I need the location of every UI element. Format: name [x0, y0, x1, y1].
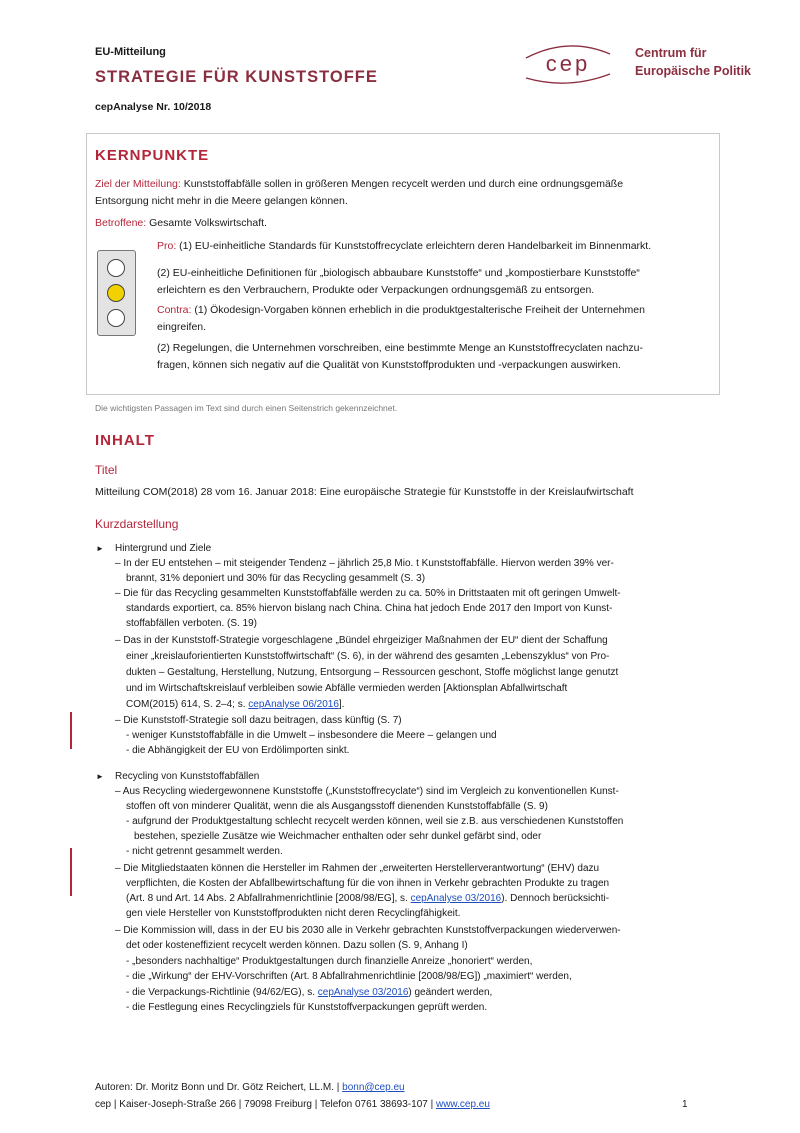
footnote: Die wichtigsten Passagen im Text sind durch einen Seitenstrich gekennzeichnet.	[95, 403, 398, 413]
text-line: gen viele Hersteller von Kunststoffprodukten nicht deren Recyclingfähigkeit.	[126, 908, 461, 919]
contra-1-line2: eingreifen.	[157, 321, 207, 333]
cepanalyse-03-2016-link[interactable]: cepAnalyse 03/2016	[317, 987, 409, 998]
text-segment: ). Dennoch berücksichti-	[501, 893, 610, 904]
text-line: brannt, 31% deponiert und 30% für das Recycling gesammelt (S. 3)	[126, 573, 426, 584]
text-line: – Aus Recycling wiedergewonnene Kunststoffe („Kunststoffrecyclate“) sind im Vergleich zu konventionellen Kunst-	[115, 786, 619, 797]
titel-text: Mitteilung COM(2018) 28 vom 16. Januar 2018: Eine europäische Strategie für Kunststoffe in der Kreislaufwirtschaft	[95, 486, 634, 498]
bullet-1-heading: Hintergrund und Ziele	[115, 543, 212, 554]
bullet-icon: ►	[96, 544, 104, 553]
text-segment: ) geändert werden,	[408, 987, 493, 998]
text-line: – Die Mitgliedstaaten können die Hersteller im Rahmen der „erweiterten Herstellerverantwortung“ (EHV) dazu	[115, 863, 600, 874]
text-line: - die „Wirkung“ der EHV-Vorschriften (Art. 8 Abfallrahmenrichtlinie [2008/98/EG]) „maximiert“ werden,	[126, 971, 572, 982]
text-line: - die Festlegung eines Recyclingziels für Kunststoffverpackungen geprüft werden.	[126, 1002, 488, 1013]
pro-1	[157, 238, 651, 255]
contra-2-line2: fragen, können sich negativ auf die Qualität von Kunststoffprodukten und -verpackungen auswirken.	[157, 359, 621, 371]
text-line: stoffabfällen verboten. (S. 19)	[126, 618, 258, 629]
text-line: - weniger Kunststoffabfälle in die Umwelt – insbesondere die Meere – gelangen und	[126, 730, 497, 741]
kurzdarstellung-heading: Kurzdarstellung	[95, 517, 179, 531]
betroffene-label: Betroffene:	[95, 217, 147, 229]
text-line: - die Abhängigkeit der EU von Erdölimporten sinkt.	[126, 745, 350, 756]
text-line: stoffen oft von minderer Qualität, wenn die als Ausgangsstoff dienenden Kunststoffabfälle (S. 9)	[126, 801, 548, 812]
ziel-text-line2: Entsorgung nicht mehr in die Meere gelangen können.	[95, 195, 348, 207]
contra-2-line1: (2) Regelungen, die Unternehmen vorschreiben, eine bestimmte Menge an Kunststoffrecyclaten nachzu-	[157, 342, 643, 354]
traffic-light	[97, 250, 136, 336]
inhalt-title: INHALT	[95, 432, 155, 449]
text-line: - „besonders nachhaltige“ Produktgestaltungen durch finanzielle Anreize „honoriert“ werden,	[126, 956, 533, 967]
text-line: und im Wirtschaftskreislauf verbleiben sowie Abfälle vermieden werden [Aktionsplan Abfallwirtschaft	[126, 683, 568, 694]
traffic-light-yellow-icon	[107, 284, 125, 302]
text-line: einer „kreislauforientierten Kunststoffwirtschaft“ (S. 6), in der während des gesamten „Lebenszyklus“ von Pro-	[126, 651, 610, 662]
text-segment: - die Verpackungs-Richtlinie (94/62/EG), s.	[126, 987, 318, 998]
text-segment: (Art. 8 und Art. 14 Abs. 2 Abfallrahmenrichtlinie [2008/98/EG], s.	[126, 893, 411, 904]
website-link[interactable]: www.cep.eu	[435, 1099, 490, 1110]
pro-2	[157, 265, 640, 299]
logo-text: cep	[545, 51, 591, 76]
betroffene-paragraph	[95, 215, 267, 232]
document-title: STRATEGIE FÜR KUNSTSTOFFE	[95, 68, 378, 86]
authors-text: Autoren: Dr. Moritz Bonn und Dr. Götz Reichert, LL.M. |	[95, 1082, 343, 1093]
text-line	[126, 892, 609, 906]
pro-2-line2: erleichtern es den Verbrauchern, Produkte oder Verpackungen ordnungsgemäß zu entsorgen.	[157, 284, 595, 296]
titel-heading: Titel	[95, 463, 118, 477]
text-line: verpflichten, die Kosten der Abfallbewirtschaftung für die von ihnen in Verkehr gebrachten Produkte zu tragen	[126, 878, 610, 889]
text-line	[126, 698, 344, 712]
important-passage-mark	[70, 712, 72, 749]
text-line: det oder kosteneffizient recycelt werden können. Dazu sollen (S. 9, Anhang I)	[126, 940, 468, 951]
contra-1-line1: (1) Ökodesign-Vorgaben können erheblich in die produktgestalterische Freiheit der Unternehmen	[191, 304, 645, 316]
ziel-paragraph	[95, 176, 623, 210]
text-line: dukten – Gestaltung, Herstellung, Nutzung, Entsorgung – Ressourcen geschont, Stoffe möglichst lange genutzt	[126, 667, 619, 678]
text-line: standards exportiert, ca. 85% hiervon bislang nach China. China hat jedoch Ende 2017 den Import von Kunst-	[126, 603, 613, 614]
contra-2	[157, 340, 643, 374]
address-text: cep | Kaiser-Joseph-Straße 266 | 79098 Freiburg | Telefon 0761 38693-107 |	[95, 1099, 436, 1110]
ziel-label: Ziel der Mitteilung:	[95, 178, 181, 190]
footer-authors	[95, 1082, 405, 1093]
kernpunkte-title: KERNPUNKTE	[95, 147, 210, 164]
bullet-icon: ►	[96, 772, 104, 781]
contra-label: Contra:	[157, 304, 192, 316]
pro-1-text: (1) EU-einheitliche Standards für Kunststoffrecyclate erleichtern deren Handelbarkeit im Binnenmarkt.	[176, 240, 652, 252]
cep-logo	[518, 38, 618, 88]
text-segment: COM(2015) 614, S. 2–4; s.	[126, 699, 249, 710]
text-line: – Die Kommission will, dass in der EU bis 2030 alle in Verkehr gebrachten Kunststoffverpackungen wiederverwen-	[115, 925, 621, 936]
document-type: EU-Mitteilung	[95, 46, 166, 58]
text-segment: ].	[338, 699, 345, 710]
traffic-light-bottom-icon	[107, 309, 125, 327]
contra-1	[157, 302, 645, 336]
ziel-text-line1: Kunststoffabfälle sollen in größeren Mengen recycelt werden und durch eine ordnungsgemäße	[180, 178, 624, 190]
text-line: – In der EU entstehen – mit steigender Tendenz – jährlich 25,8 Mio. t Kunststoffabfälle. Hiervon werden 39% ver-	[115, 558, 614, 569]
text-line: bestehen, spezielle Zusätze wie Weichmacher enthalten oder sehr dunkel gefärbt sind, oder	[134, 831, 542, 842]
important-passage-mark	[70, 848, 72, 896]
cepanalyse-03-2016-link[interactable]: cepAnalyse 03/2016	[410, 893, 502, 904]
document-number: cepAnalyse Nr. 10/2018	[95, 101, 212, 113]
footer-address	[95, 1099, 490, 1110]
bullet-2-heading: Recycling von Kunststoffabfällen	[115, 771, 260, 782]
text-line: – Die Kunststoff-Strategie soll dazu beitragen, dass künftig (S. 7)	[115, 715, 402, 726]
cepanalyse-06-2016-link[interactable]: cepAnalyse 06/2016	[248, 699, 339, 710]
email-link[interactable]: bonn@cep.eu	[342, 1082, 405, 1093]
pro-2-line1: (2) EU-einheitliche Definitionen für „biologisch abbaubare Kunststoffe“ und „kompostierbare Kunststoffe“	[157, 267, 640, 279]
org-line-1: Centrum für	[635, 46, 707, 60]
betroffene-text: Gesamte Volkswirtschaft.	[146, 217, 267, 229]
org-line-2: Europäische Politik	[635, 64, 752, 78]
page-number: 1	[682, 1099, 688, 1110]
text-line	[126, 986, 492, 1000]
text-line: – Die für das Recycling gesammelten Kunststoffabfälle werden zu ca. 50% in Drittstaaten mit oft geringen Umwelt-	[115, 588, 621, 599]
text-line: - aufgrund der Produktgestaltung schlecht recycelt werden können, weil sie z.B. aus verschiedenen Kunststoffen	[126, 816, 624, 827]
pro-label: Pro:	[157, 240, 177, 252]
text-line: – Das in der Kunststoff-Strategie vorgeschlagene „Bündel ehrgeiziger Maßnahmen der EU“ dient der Schaffung	[115, 635, 608, 646]
traffic-light-top-icon	[107, 259, 125, 277]
text-line: - nicht getrennt gesammelt werden.	[126, 846, 283, 857]
organization-name	[635, 44, 751, 80]
